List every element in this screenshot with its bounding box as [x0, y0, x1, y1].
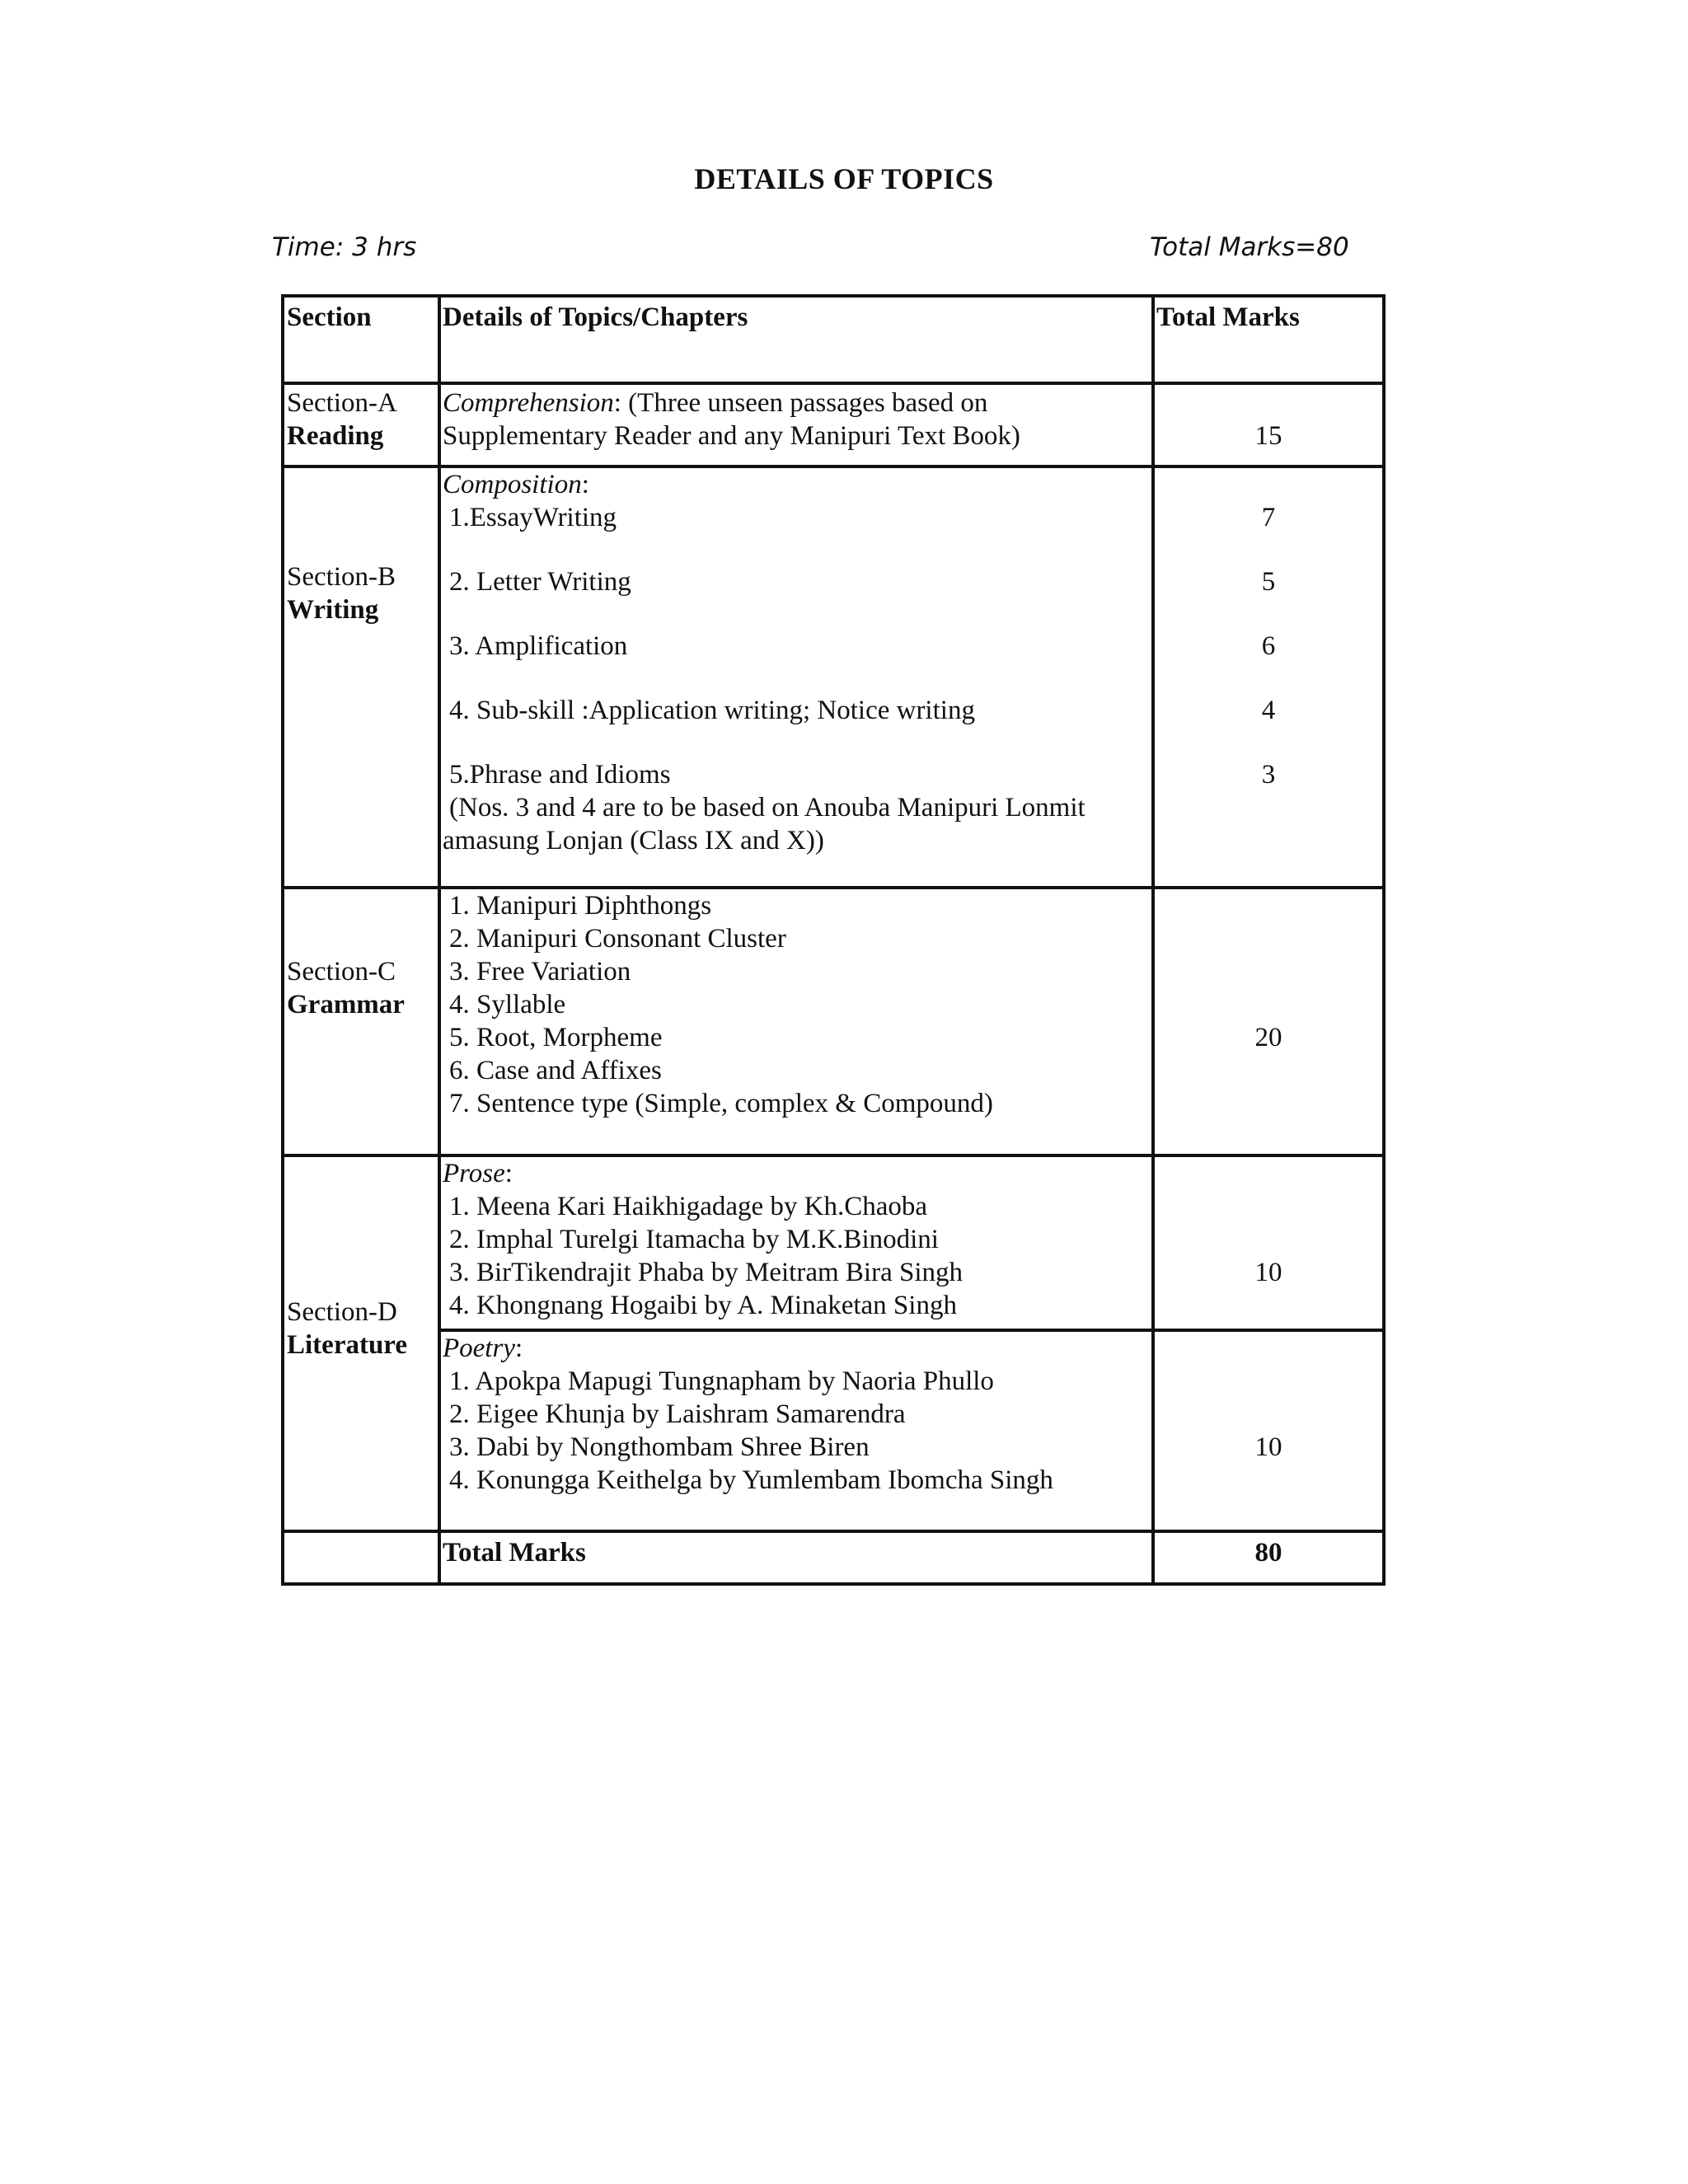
prose-item: 3. BirTikendrajit Phaba by Meitram Bira Singh	[449, 1258, 963, 1287]
poetry-marks: 10	[1254, 1432, 1282, 1462]
section-d-cell	[284, 1157, 441, 1530]
poetry-label: Poetry:	[443, 1333, 523, 1363]
grammar-item: 2. Manipuri Consonant Cluster	[449, 924, 786, 954]
grammar-item: 4. Syllable	[449, 990, 566, 1019]
section-b-cell	[284, 468, 441, 886]
section-c-label: Section-C	[287, 957, 396, 987]
poetry-row	[441, 1332, 1382, 1530]
composition-label: Composition:	[443, 470, 589, 499]
section-a-row	[284, 385, 1382, 468]
section-d-label: Section-D	[287, 1297, 397, 1327]
section-d-subtable	[441, 1157, 1382, 1530]
letter-writing-item: 2. Letter Writing	[449, 567, 631, 597]
grammar-item: 7. Sentence type (Simple, complex & Compound)	[449, 1089, 993, 1118]
prose-marks: 10	[1254, 1258, 1282, 1287]
grammar-item: 6. Case and Affixes	[449, 1056, 662, 1085]
prose-item: 1. Meena Kari Haikhigadage by Kh.Chaoba	[449, 1192, 928, 1221]
prose-item: 2. Imphal Turelgi Itamacha by M.K.Binodini	[449, 1225, 939, 1254]
total-label: Total Marks	[441, 1533, 1155, 1582]
section-b-note-2: amasung Lonjan (Class IX and X))	[443, 826, 824, 855]
section-b-details	[441, 468, 1155, 886]
section-b-marks	[1155, 468, 1382, 886]
phrase-idioms-item: 5.Phrase and Idioms	[449, 760, 671, 790]
page-title: DETAILS OF TOPICS	[694, 162, 994, 195]
prose-row	[441, 1157, 1382, 1332]
essay-writing-marks: 7	[1261, 503, 1276, 532]
essay-writing-item: 1.EssayWriting	[449, 503, 617, 532]
section-d-name: Literature	[287, 1330, 408, 1360]
poetry-item: 4. Konungga Keithelga by Yumlembam Ibomcha Singh	[449, 1465, 1053, 1495]
exam-time: Time: 3 hrs	[272, 232, 417, 262]
grammar-item: 3. Free Variation	[449, 957, 631, 987]
poetry-item: 1. Apokpa Mapugi Tungnapham by Naoria Phullo	[449, 1366, 994, 1396]
comprehension-label: Comprehension	[443, 388, 614, 418]
section-a-marks: 15	[1254, 421, 1282, 451]
phrase-idioms-marks: 3	[1261, 760, 1276, 790]
sub-skill-item: 4. Sub-skill :Application writing; Notice writing	[449, 696, 975, 725]
header-total-marks: Total Marks	[1156, 302, 1300, 332]
topics-table	[281, 294, 1386, 1586]
section-a-label: Section-A	[287, 388, 397, 418]
comprehension-text: : (Three unseen passages based on	[613, 388, 988, 418]
exam-total-marks: Total Marks=80	[1150, 232, 1349, 262]
section-c-row	[284, 889, 1382, 1157]
total-empty-cell	[284, 1533, 441, 1582]
grammar-item: 1. Manipuri Diphthongs	[449, 891, 712, 921]
total-row	[284, 1533, 1382, 1582]
section-d-row	[284, 1157, 1382, 1533]
prose-label: Prose:	[443, 1159, 513, 1188]
prose-details	[441, 1157, 1155, 1329]
sub-skill-marks: 4	[1261, 696, 1276, 725]
prose-item: 4. Khongnang Hogaibi by A. Minaketan Singh	[449, 1291, 957, 1320]
letter-writing-marks: 5	[1261, 567, 1276, 597]
amplification-item: 3. Amplification	[449, 631, 628, 661]
section-c-cell	[284, 889, 441, 1154]
section-c-name: Grammar	[287, 990, 405, 1019]
section-b-name: Writing	[287, 595, 379, 625]
section-a-name: Reading	[287, 421, 384, 451]
section-a-details	[441, 385, 1155, 465]
section-b-note-1: (Nos. 3 and 4 are to be based on Anouba Manipuri Lonmit	[449, 793, 1085, 823]
section-a-cell	[284, 385, 441, 465]
header-details: Details of Topics/Chapters	[441, 298, 1155, 382]
table-header-row	[284, 298, 1382, 385]
section-b-label: Section-B	[287, 562, 396, 592]
section-c-marks: 20	[1254, 1023, 1282, 1052]
poetry-item: 2. Eigee Khunja by Laishram Samarendra	[449, 1399, 906, 1429]
amplification-marks: 6	[1261, 631, 1276, 661]
poetry-item: 3. Dabi by Nongthombam Shree Biren	[449, 1432, 870, 1462]
poetry-details	[441, 1332, 1155, 1530]
grammar-item: 5. Root, Morpheme	[449, 1023, 663, 1052]
section-c-details	[441, 889, 1155, 1154]
section-b-row	[284, 468, 1382, 889]
comprehension-text-2: Supplementary Reader and any Manipuri Text Book)	[443, 421, 1020, 451]
header-section: Section	[284, 298, 441, 382]
total-marks: 80	[1254, 1538, 1282, 1568]
